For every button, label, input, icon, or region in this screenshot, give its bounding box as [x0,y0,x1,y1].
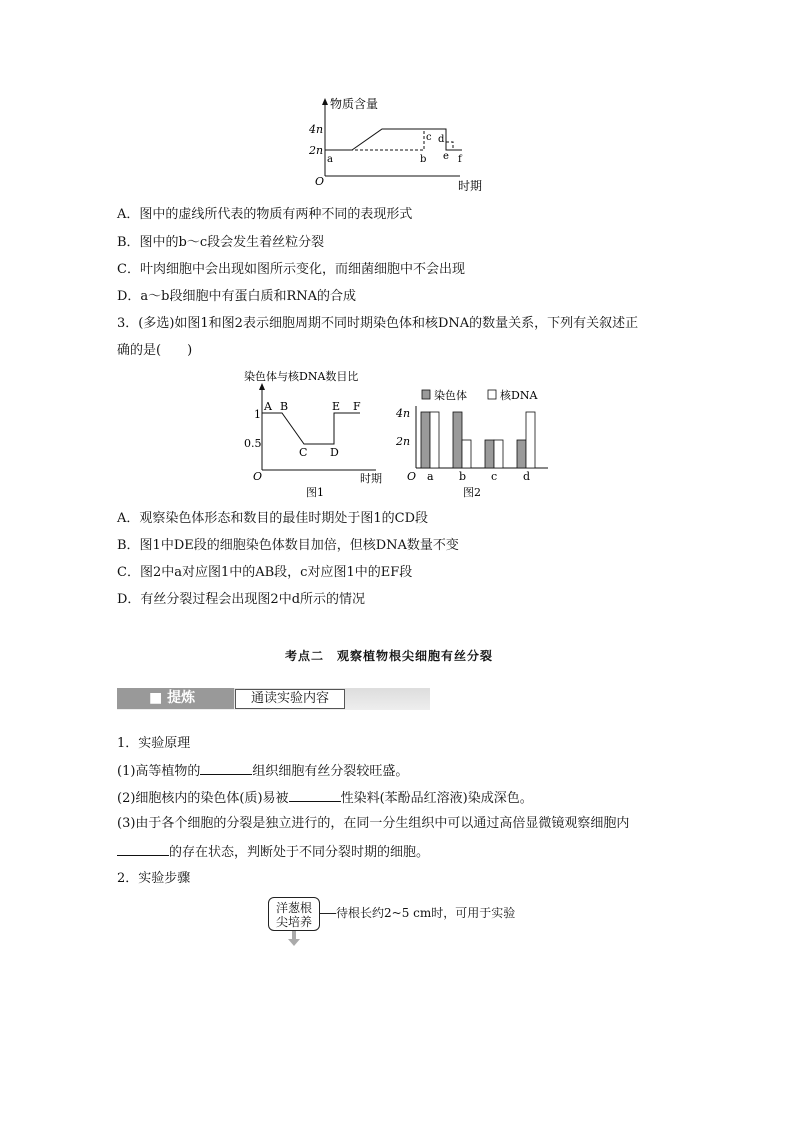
q3-option-b: B．图1中DE段的细胞染色体数目加倍，但核DNA数量不变 [117,538,459,553]
step-note: 待根长约2~5 cm时，可用于实验 [336,906,516,920]
legend-swatch-chromosome [422,390,430,399]
principle-1-prefix: (1)高等植物的 [117,764,201,779]
fig2-ytick-2n: 2n [396,435,411,448]
fig1-ytick-1: 1 [254,408,261,421]
legend-swatch-dna [488,390,496,399]
figure-2-bar-chart [390,384,560,502]
bar-d-dna [526,412,535,468]
question-3-line1: 3．(多选)如图1和图2表示细胞周期不同时期染色体和核DNA的数量关系，下列有关叙述正 [117,316,639,331]
step-box-line1: 洋葱根 [275,901,312,915]
origin-label: O [315,175,325,188]
principle-1-suffix: 组织细胞有丝分裂较旺盛。 [252,764,409,779]
q3-option-c: C．图2中a对应图1中的AB段，c对应图1中的EF段 [117,565,413,580]
step-connector [320,913,336,914]
point-d: d [438,134,445,145]
fig1-y-label: 染色体与核DNA数目比 [244,370,359,383]
fig2-ytick-4n: 4n [396,407,411,420]
fig1-y-axis-arrow-icon [259,383,265,390]
fill-blank-2[interactable] [289,789,341,802]
bar-c-chromosome [485,440,494,468]
fig2-origin: O [407,470,417,483]
fig2-xtick-a: a [427,470,434,483]
bar-c-dna [494,440,503,468]
bar-a-dna [430,412,439,468]
option-b: B．图中的b～c段会发生着丝粒分裂 [117,235,325,250]
step-box-onion-root [268,897,320,931]
fig1-point-C: C [299,446,308,459]
q3-option-d: D．有丝分裂过程会出现图2中d所示的情况 [117,592,366,607]
bar-b-dna [462,440,471,468]
fig2-xtick-c: c [491,470,498,483]
point-c: c [426,132,432,143]
band-label: ■ 提炼 [117,688,234,709]
fig2-xtick-b: b [459,470,467,483]
figure-top-line-chart [300,92,500,196]
option-a: A．图中的虚线所代表的物质有两种不同的表现形式 [117,207,413,222]
point-f: f [458,154,462,165]
y-axis-arrow-icon [322,98,328,105]
band-tab: 通读实验内容 [235,689,345,709]
y-label: 物质含量 [330,97,379,111]
figure-1-line-chart [236,366,386,502]
legend-label-dna: 核DNA [500,389,538,402]
fig1-ytick-0.5: 0.5 [244,437,262,450]
steps-heading: 2．实验步骤 [117,871,191,886]
ytick-2n: 2n [309,144,324,157]
question-3-line2: 确的是( ) [117,343,193,358]
fig1-point-B: B [280,400,289,413]
fig2-xtick-d: d [523,470,531,483]
step-arrow-head-icon [288,939,300,946]
fig2-caption: 图2 [463,486,481,499]
fig1-point-E: E [332,400,341,413]
fill-blank-3[interactable] [117,843,169,856]
principle-2-suffix: 性染料(苯酚品红溶液)染成深色。 [340,791,533,806]
option-d: D．a～b段细胞中有蛋白质和RNA的合成 [117,289,357,304]
bar-a-chromosome [421,412,430,468]
fig1-point-A: A [264,400,272,413]
q3-option-a: A．观察染色体形态和数目的最佳时期处于图1的CD段 [117,511,429,526]
principle-2-prefix: (2)细胞核内的染色体(质)易被 [117,791,289,806]
ytick-4n: 4n [309,123,324,136]
principle-item-1 [117,762,408,780]
legend-label-chromosome: 染色体 [434,389,467,402]
principle-3-suffix: 的存在状态，判断处于不同分裂时期的细胞。 [169,845,430,860]
bar-b-chromosome [453,412,462,468]
principle-heading: 1．实验原理 [117,736,191,751]
x-label: 时期 [458,179,483,193]
fig1-point-D: D [330,446,339,459]
section-title: 考点二 观察植物根尖细胞有丝分裂 [285,649,494,663]
bar-d-chromosome [517,440,526,468]
principle-item-3-line1: (3)由于各个细胞的分裂是独立进行的，在同一分生组织中可以通过高倍显微镜观察细胞内 [117,816,630,831]
fig1-series-line [262,413,360,444]
point-a: a [327,154,333,165]
step-down-arrow-icon [292,931,296,939]
principle-item-2 [117,789,533,807]
fig1-x-label: 时期 [360,472,382,485]
dashed-series-line [325,129,453,150]
option-c: C．叶肉细胞中会出现如图所示变化，而细菌细胞中不会出现 [117,262,465,277]
fig1-caption: 图1 [306,486,324,499]
point-b: b [420,154,427,165]
fig1-origin: O [253,470,263,483]
point-e: e [443,151,449,162]
fill-blank-1[interactable] [200,762,252,775]
fig1-point-F: F [353,400,361,413]
principle-item-3-line2 [117,843,429,861]
step-box-line2: 尖培养 [275,915,312,929]
